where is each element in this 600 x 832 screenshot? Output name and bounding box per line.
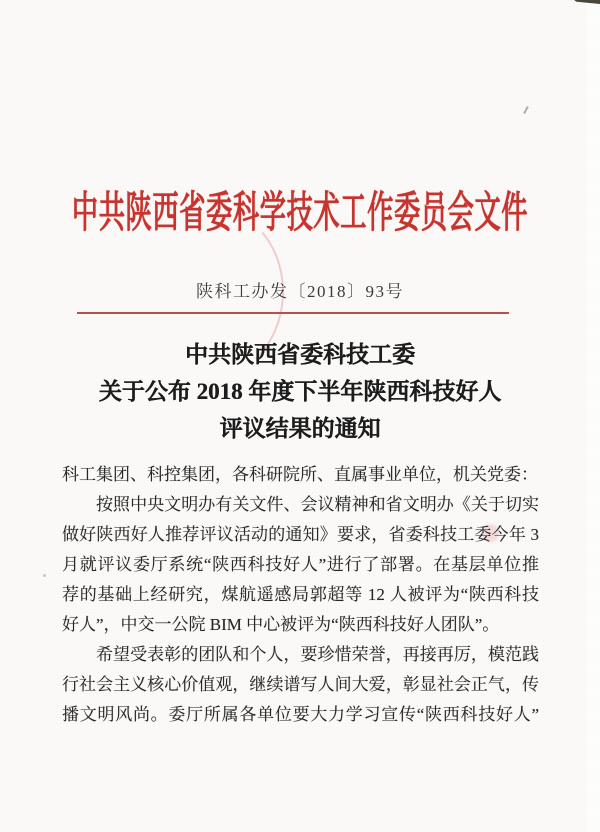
document-number: 陕科工办发〔2018〕93号 xyxy=(196,282,404,301)
body-line: 做好陕西好人推荐评议活动的通知》要求，省委科技工委今年 3 xyxy=(62,525,539,544)
body-salutation-line: 科工集团、科控集团，各科研院所、直属事业单位，机关党委： xyxy=(62,465,538,484)
body-line: 荐的基础上经研究，煤航遥感局郭超等 12 人被评为“陕西科技 xyxy=(62,585,539,604)
body-line: 好人”，中交一公院 BIM 中心被评为“陕西科技好人团队”。 xyxy=(62,615,500,634)
body-line: 月就评议委厅系统“陕西科技好人”进行了部署。在基层单位推 xyxy=(62,555,539,574)
body-line: 播文明风尚。委厅所属各单位要大力学习宣传“陕西科技好人” xyxy=(62,705,539,724)
body-line: 按照中央文明办有关文件、会议精神和省文明办《关于切实 xyxy=(96,495,539,514)
document-body xyxy=(62,460,539,730)
document-header-title: 中共陕西省委科学技术工作委员会文件 xyxy=(71,190,529,237)
document-title-line-3: 评议结果的通知 xyxy=(219,416,381,441)
scan-speck-artifact xyxy=(43,574,46,577)
scan-speck-artifact xyxy=(523,106,529,114)
document-title-line-1: 中共陕西省委科技工委 xyxy=(185,342,415,367)
body-line: 行社会主义核心价值观，继续谱写人间大爱，彰显社会正气，传 xyxy=(62,675,539,694)
document-title-line-2: 关于公布 2018 年度下半年陕西科技好人 xyxy=(98,379,502,404)
body-line: 希望受表彰的团队和个人，要珍惜荣誉，再接再厉，模范践 xyxy=(96,645,539,664)
red-separator-line xyxy=(77,312,509,314)
document-title xyxy=(0,336,600,447)
